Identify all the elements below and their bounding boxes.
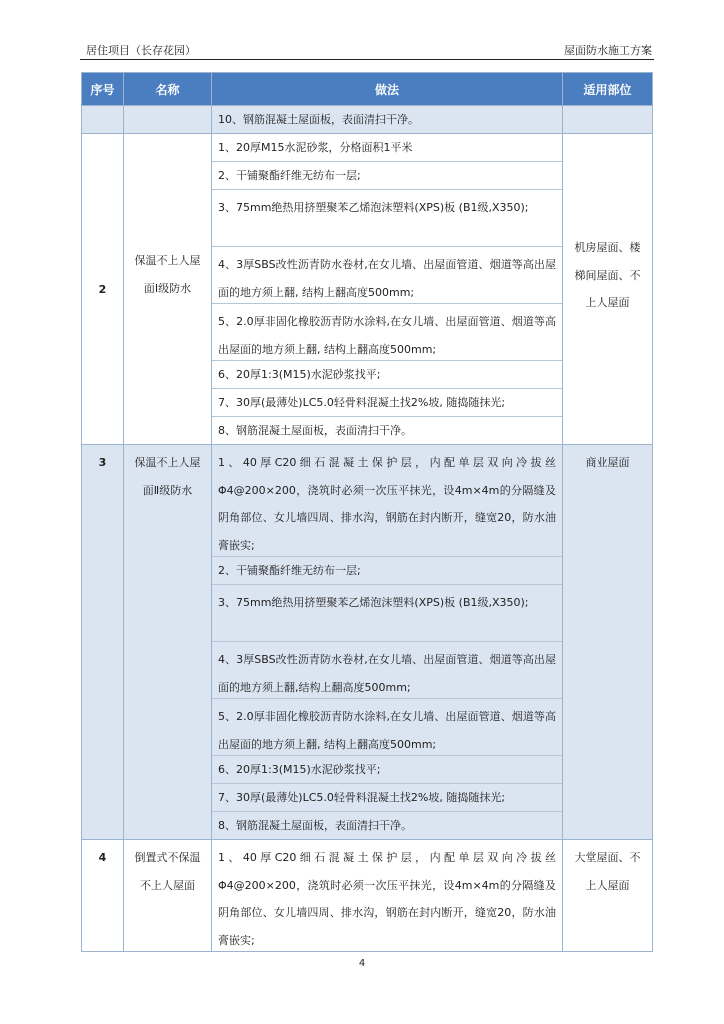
row-application xyxy=(563,106,653,134)
document-title: 屋面防水施工方案 xyxy=(564,44,652,57)
method-step: 5、2.0厚非固化橡胶沥青防水涂料,在女儿墙、出屋面管道、烟道等高出屋面的地方须上翻, 结构上翻高度500mm; xyxy=(212,699,562,756)
method-step: 5、2.0厚非固化橡胶沥青防水涂料,在女儿墙、出屋面管道、烟道等高出屋面的地方须上翻, 结构上翻高度500mm; xyxy=(212,304,562,361)
waterproofing-table xyxy=(81,72,653,952)
col-header-number: 序号 xyxy=(82,73,124,106)
method-step: 1、40厚C20细石混凝土保护层，内配单层双向冷拔丝Φ4@200×200，浇筑时必须一次压平抹光，设4m×4m的分隔缝及阴角部位、女儿墙四周、排水沟，钢筋在封内断开，缝宽20，防水油膏嵌实; xyxy=(212,445,562,557)
method-step: 7、30厚(最薄处)LC5.0轻骨料混凝土找2%坡, 随捣随抹光; xyxy=(212,784,562,812)
method-step: 6、20厚1:3(M15)水泥砂浆找平; xyxy=(212,756,562,784)
method-step: 3、75mm绝热用挤塑聚苯乙烯泡沫塑料(XPS)板 (B1级,X350); xyxy=(212,585,562,642)
table-header-row xyxy=(82,73,653,106)
row-method xyxy=(212,134,563,445)
row-number xyxy=(82,106,124,134)
page-number: 4 xyxy=(358,958,366,969)
page-header xyxy=(80,40,654,60)
row-application: 机房屋面、楼梯间屋面、不上人屋面 xyxy=(563,134,653,445)
row-name: 倒置式不保温不上人屋面 xyxy=(124,840,212,952)
row-name: 保温不上人屋面Ⅰ级防水 xyxy=(124,134,212,445)
table-row xyxy=(82,840,653,952)
row-name xyxy=(124,106,212,134)
row-number: 2 xyxy=(82,134,124,445)
row-name: 保温不上人屋面Ⅱ级防水 xyxy=(124,445,212,840)
row-application: 大堂屋面、不上人屋面 xyxy=(563,840,653,952)
row-method xyxy=(212,445,563,840)
row-number: 3 xyxy=(82,445,124,840)
method-step: 4、3厚SBS改性沥青防水卷材,在女儿墙、出屋面管道、烟道等高出屋面的地方须上翻,结构上翻高度500mm; xyxy=(212,642,562,699)
row-method xyxy=(212,106,563,134)
method-step: 1、20厚M15水泥砂浆，分格面积1平米 xyxy=(212,134,562,162)
method-step: 2、干铺聚酯纤维无纺布一层; xyxy=(212,162,562,190)
method-step: 7、30厚(最薄处)LC5.0轻骨料混凝土找2%坡, 随捣随抹光; xyxy=(212,389,562,417)
table-row xyxy=(82,134,653,445)
method-step: 10、钢筋混凝土屋面板，表面清扫干净。 xyxy=(218,113,419,126)
row-application: 商业屋面 xyxy=(563,445,653,840)
row-number: 4 xyxy=(82,840,124,952)
table-row xyxy=(82,106,653,134)
method-step: 1、40厚C20细石混凝土保护层，内配单层双向冷拔丝Φ4@200×200，浇筑时必须一次压平抹光，设4m×4m的分隔缝及阴角部位、女儿墙四周、排水沟，钢筋在封内断开，缝宽20，防水油膏嵌实; xyxy=(218,851,556,947)
method-step: 8、钢筋混凝土屋面板，表面清扫干净。 xyxy=(218,819,412,832)
table-row xyxy=(82,445,653,840)
col-header-method: 做法 xyxy=(212,73,563,106)
method-step: 2、干铺聚酯纤维无纺布一层; xyxy=(212,557,562,585)
method-step: 6、20厚1:3(M15)水泥砂浆找平; xyxy=(212,361,562,389)
method-step: 4、3厚SBS改性沥青防水卷材,在女儿墙、出屋面管道、烟道等高出屋面的地方须上翻, 结构上翻高度500mm; xyxy=(212,247,562,304)
col-header-name: 名称 xyxy=(124,73,212,106)
row-method xyxy=(212,840,563,952)
project-name: 居住项目（长存花园） xyxy=(86,44,196,57)
method-step: 8、钢筋混凝土屋面板，表面清扫干净。 xyxy=(218,424,412,437)
col-header-application: 适用部位 xyxy=(563,73,653,106)
method-step: 3、75mm绝热用挤塑聚苯乙烯泡沫塑料(XPS)板 (B1级,X350); xyxy=(212,190,562,247)
